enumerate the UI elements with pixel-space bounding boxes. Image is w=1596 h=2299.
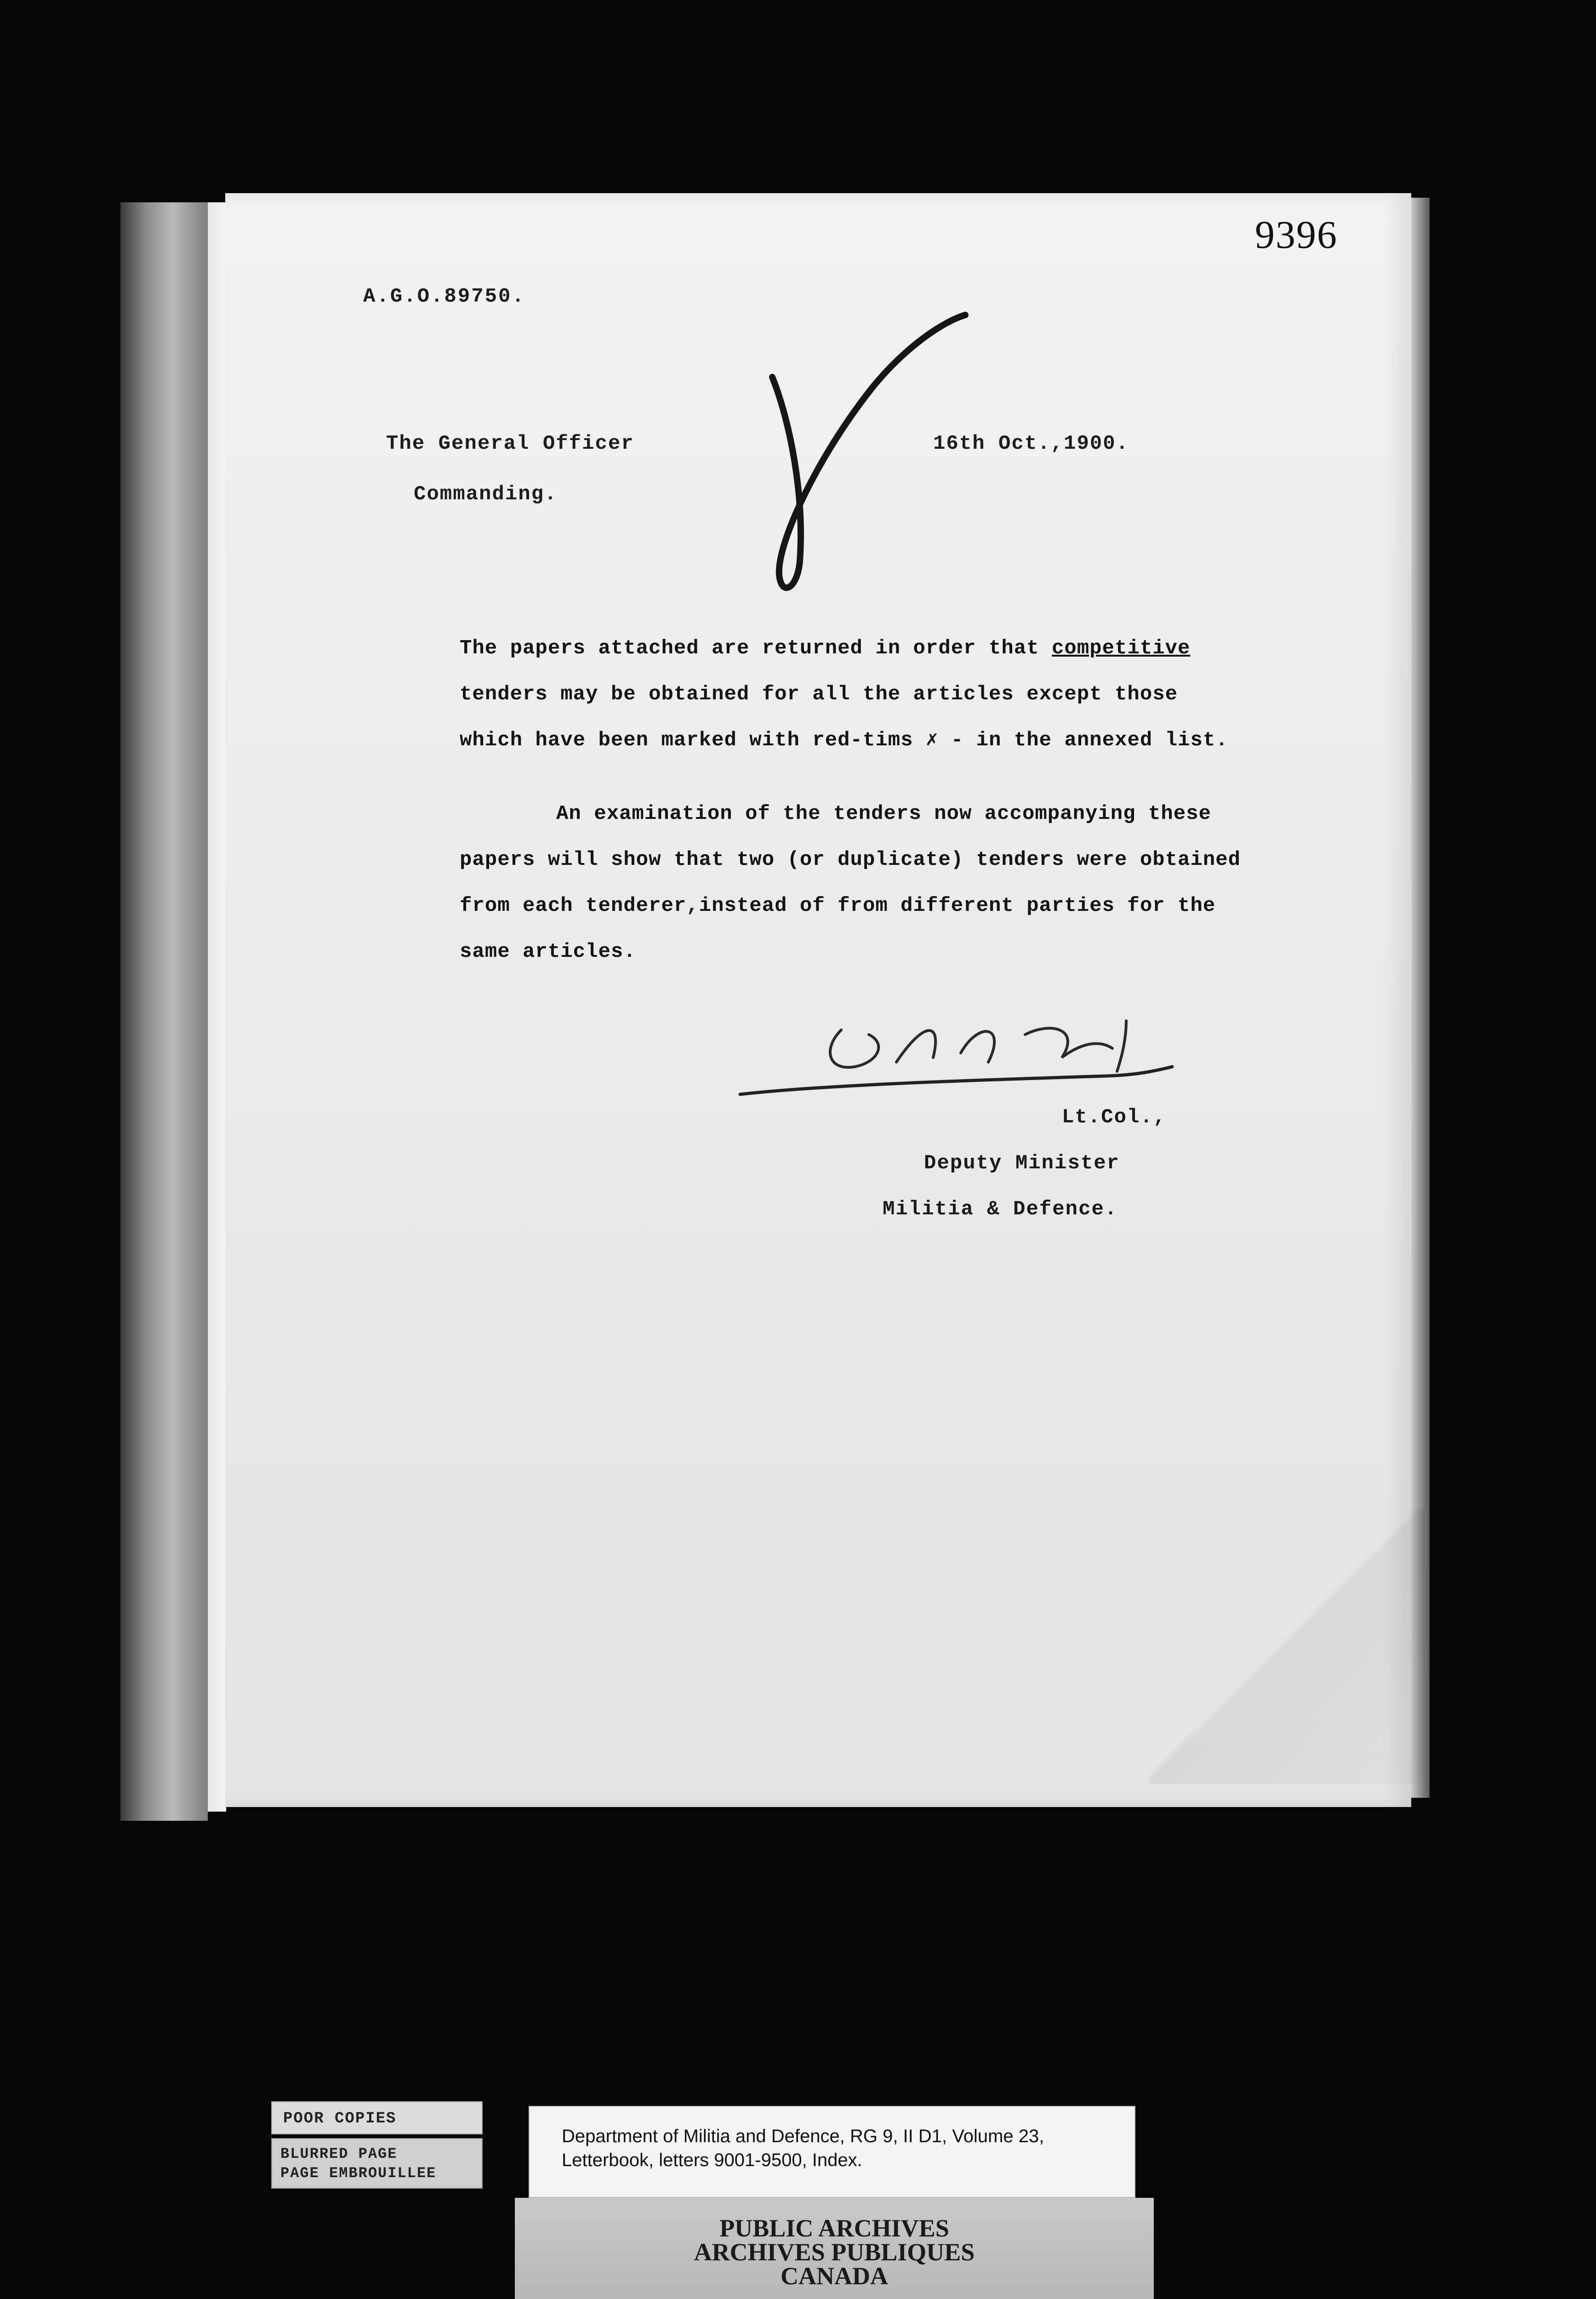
signature-rank: Lt.Col.,	[1062, 1106, 1167, 1129]
signature-block	[883, 1094, 1166, 1232]
addressee-line-1: The General Officer	[386, 432, 634, 455]
source-line-2: Letterbook, letters 9001-9500, Index.	[562, 2150, 862, 2170]
source-line-1: Department of Militia and Defence, RG 9, II D1, Volume 23,	[562, 2126, 1044, 2146]
paragraph-1	[460, 625, 1241, 763]
archives-line-1: PUBLIC ARCHIVES	[719, 2214, 949, 2242]
archives-line-2: ARCHIVES PUBLIQUES	[694, 2238, 975, 2266]
letter-body	[460, 625, 1241, 975]
page-fold	[1149, 1508, 1425, 1784]
blurred-page-line-2: PAGE EMBROUILLEE	[280, 2165, 437, 2182]
binding-strip	[120, 202, 208, 1821]
letter-date: 16th Oct.,1900.	[933, 432, 1129, 455]
underlined-word: competitive	[1052, 637, 1191, 660]
source-citation-label	[529, 2106, 1135, 2198]
page-number: 9396	[1255, 212, 1338, 257]
paragraph-1-start: The papers attached are returned in order that	[460, 637, 1052, 660]
addressee-line-2: Commanding.	[414, 483, 558, 506]
check-mark-icon	[735, 303, 984, 616]
blurred-page-label	[271, 2138, 483, 2189]
signature-title: Deputy Minister	[924, 1152, 1120, 1175]
paragraph-2: An examination of the tenders now accompanying these papers will show that two (or duplicate) tenders were obtained from each tenderer,instead of from different parties for the same articles.	[460, 802, 1241, 963]
paragraph-1-end: tenders may be obtained for all the articles except those which have been marked with red-tims ✗ - in the annexed list.	[460, 683, 1228, 752]
binding-strip-inner	[208, 202, 226, 1812]
archives-stamp	[515, 2198, 1154, 2299]
blurred-page-line-1: BLURRED PAGE	[280, 2145, 398, 2162]
poor-copies-label: POOR COPIES	[271, 2101, 483, 2134]
reference-number: A.G.O.89750.	[363, 285, 525, 308]
addressee	[386, 418, 634, 520]
signature-department: Militia & Defence.	[883, 1198, 1118, 1221]
archives-line-3: CANADA	[781, 2262, 888, 2290]
